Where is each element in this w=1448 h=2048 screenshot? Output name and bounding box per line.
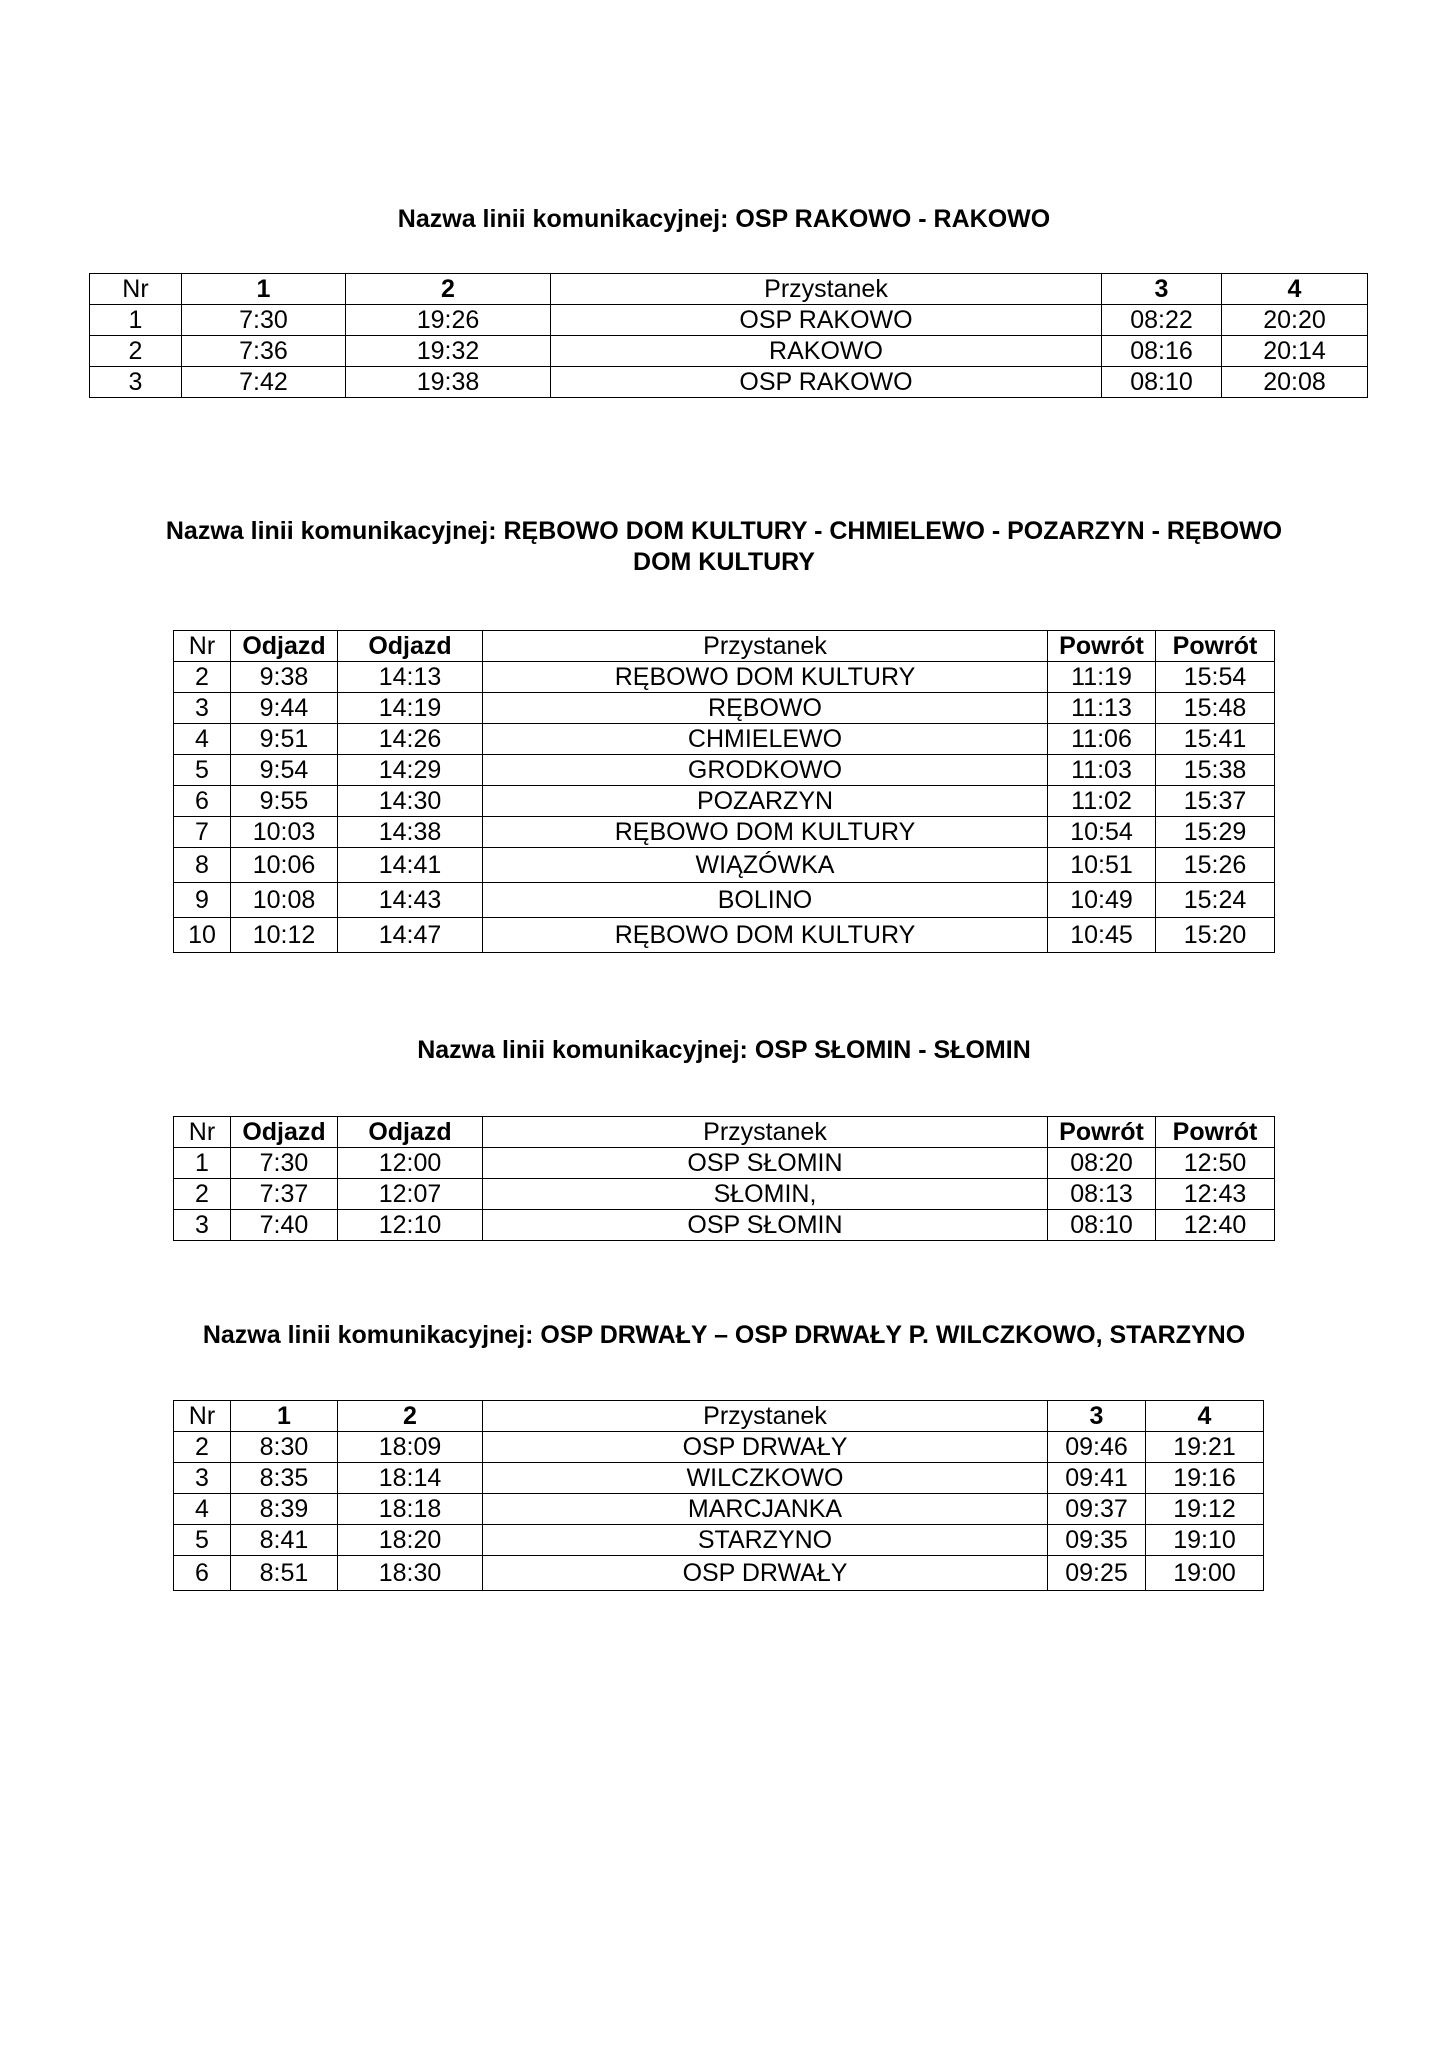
time-cell: 7:30 [182,305,346,336]
time-cell: 14:13 [338,662,483,693]
stop-name-cell: RAKOWO [551,336,1102,367]
stop-name-cell: RĘBOWO [483,693,1048,724]
time-cell: 14:19 [338,693,483,724]
time-cell: 12:43 [1156,1179,1275,1210]
stop-name-cell: STARZYNO [483,1525,1048,1556]
time-cell: 14:30 [338,786,483,817]
time-cell: 8:30 [231,1432,338,1463]
table-row [174,1463,1264,1494]
time-cell: 15:37 [1156,786,1275,817]
stop-name-cell: RĘBOWO DOM KULTURY [483,817,1048,848]
time-cell: 20:14 [1222,336,1368,367]
time-cell: 15:54 [1156,662,1275,693]
table-header-row [90,274,1368,305]
time-cell: 15:48 [1156,693,1275,724]
time-cell: 7:40 [231,1210,338,1241]
header-cell: 4 [1222,274,1368,305]
time-cell: 10:12 [231,918,338,953]
time-cell: 14:38 [338,817,483,848]
header-cell: 3 [1048,1401,1146,1432]
route-2-title-line-1: Nazwa linii komunikacyjnej: RĘBOWO DOM KULTURY - CHMIELEWO - POZARZYN - RĘBOWO [165,517,1283,545]
table-row [174,1556,1264,1591]
stop-name-cell: RĘBOWO DOM KULTURY [483,918,1048,953]
row-number-cell: 2 [174,1432,231,1463]
time-cell: 19:21 [1146,1432,1264,1463]
header-cell: 3 [1102,274,1222,305]
route-3-title: Nazwa linii komunikacyjnej: OSP SŁOMIN - SŁOMIN [417,1036,1031,1064]
time-cell: 19:32 [346,336,551,367]
time-cell: 15:29 [1156,817,1275,848]
time-cell: 18:30 [338,1556,483,1591]
time-cell: 09:46 [1048,1432,1146,1463]
time-cell: 18:14 [338,1463,483,1494]
time-cell: 19:16 [1146,1463,1264,1494]
header-cell: 1 [182,274,346,305]
time-cell: 14:26 [338,724,483,755]
stop-name-cell: RĘBOWO DOM KULTURY [483,662,1048,693]
header-cell: Nr [174,1117,231,1148]
time-cell: 20:20 [1222,305,1368,336]
table-row [90,336,1368,367]
row-number-cell: 6 [174,786,231,817]
time-cell: 9:51 [231,724,338,755]
stop-name-cell: OSP RAKOWO [551,305,1102,336]
header-cell: 4 [1146,1401,1264,1432]
time-cell: 7:42 [182,367,346,398]
time-cell: 10:51 [1048,848,1156,883]
time-cell: 15:41 [1156,724,1275,755]
table-row [174,883,1275,918]
time-cell: 8:41 [231,1525,338,1556]
row-number-cell: 5 [174,1525,231,1556]
time-cell: 15:26 [1156,848,1275,883]
table-row [174,1432,1264,1463]
header-cell: Odjazd [338,1117,483,1148]
row-number-cell: 8 [174,848,231,883]
row-number-cell: 3 [90,367,182,398]
time-cell: 19:26 [346,305,551,336]
table-row [174,786,1275,817]
time-cell: 8:39 [231,1494,338,1525]
time-cell: 10:45 [1048,918,1156,953]
time-cell: 08:22 [1102,305,1222,336]
stop-name-cell: OSP DRWAŁY [483,1432,1048,1463]
time-cell: 15:24 [1156,883,1275,918]
time-cell: 20:08 [1222,367,1368,398]
stop-name-cell: OSP RAKOWO [551,367,1102,398]
time-cell: 19:10 [1146,1525,1264,1556]
time-cell: 10:54 [1048,817,1156,848]
table-header-row [174,631,1275,662]
time-cell: 15:20 [1156,918,1275,953]
row-number-cell: 3 [174,693,231,724]
route-1-timetable [89,273,1368,398]
table-row [174,1179,1275,1210]
time-cell: 14:41 [338,848,483,883]
time-cell: 08:10 [1048,1210,1156,1241]
route-4-timetable [173,1400,1264,1591]
time-cell: 12:50 [1156,1148,1275,1179]
row-number-cell: 5 [174,755,231,786]
header-cell: Powrót [1048,1117,1156,1148]
table-row [174,1494,1264,1525]
stop-name-cell: WILCZKOWO [483,1463,1048,1494]
time-cell: 15:38 [1156,755,1275,786]
table-row [174,662,1275,693]
stop-name-cell: POZARZYN [483,786,1048,817]
table-row [90,305,1368,336]
time-cell: 8:35 [231,1463,338,1494]
stop-name-cell: GRODKOWO [483,755,1048,786]
time-cell: 18:20 [338,1525,483,1556]
stop-name-cell: SŁOMIN, [483,1179,1048,1210]
table-row [174,1525,1264,1556]
time-cell: 08:13 [1048,1179,1156,1210]
time-cell: 7:36 [182,336,346,367]
time-cell: 7:37 [231,1179,338,1210]
header-cell: Przystanek [483,1117,1048,1148]
header-cell: Nr [174,631,231,662]
header-cell: Przystanek [483,631,1048,662]
table-row [174,848,1275,883]
stop-name-cell: OSP DRWAŁY [483,1556,1048,1591]
time-cell: 11:13 [1048,693,1156,724]
time-cell: 08:20 [1048,1148,1156,1179]
row-number-cell: 4 [174,1494,231,1525]
time-cell: 11:02 [1048,786,1156,817]
time-cell: 11:03 [1048,755,1156,786]
header-cell: Powrót [1048,631,1156,662]
row-number-cell: 4 [174,724,231,755]
time-cell: 12:00 [338,1148,483,1179]
time-cell: 12:40 [1156,1210,1275,1241]
row-number-cell: 2 [174,1179,231,1210]
row-number-cell: 1 [90,305,182,336]
time-cell: 19:12 [1146,1494,1264,1525]
header-cell: Odjazd [231,631,338,662]
table-row [174,693,1275,724]
time-cell: 08:10 [1102,367,1222,398]
time-cell: 8:51 [231,1556,338,1591]
time-cell: 08:16 [1102,336,1222,367]
time-cell: 14:29 [338,755,483,786]
time-cell: 14:47 [338,918,483,953]
time-cell: 18:09 [338,1432,483,1463]
table-row [174,817,1275,848]
route-1-title: Nazwa linii komunikacyjnej: OSP RAKOWO - RAKOWO [397,205,1051,233]
table-header-row [174,1117,1275,1148]
row-number-cell: 9 [174,883,231,918]
time-cell: 09:41 [1048,1463,1146,1494]
time-cell: 9:44 [231,693,338,724]
row-number-cell: 6 [174,1556,231,1591]
time-cell: 9:55 [231,786,338,817]
stop-name-cell: OSP SŁOMIN [483,1210,1048,1241]
time-cell: 9:54 [231,755,338,786]
header-cell: 2 [346,274,551,305]
table-row [174,918,1275,953]
row-number-cell: 7 [174,817,231,848]
row-number-cell: 2 [90,336,182,367]
route-4-title: Nazwa linii komunikacyjnej: OSP DRWAŁY – OSP DRWAŁY P. WILCZKOWO, STARZYNO [202,1321,1246,1349]
row-number-cell: 1 [174,1148,231,1179]
route-2-title-line-2: DOM KULTURY [633,548,815,576]
table-row [90,367,1368,398]
header-cell: Nr [90,274,182,305]
header-cell: Powrót [1156,1117,1275,1148]
time-cell: 19:38 [346,367,551,398]
stop-name-cell: WIĄZÓWKA [483,848,1048,883]
stop-name-cell: MARCJANKA [483,1494,1048,1525]
route-3-timetable [173,1116,1275,1241]
time-cell: 12:10 [338,1210,483,1241]
row-number-cell: 3 [174,1463,231,1494]
header-cell: Odjazd [338,631,483,662]
time-cell: 7:30 [231,1148,338,1179]
time-cell: 09:25 [1048,1556,1146,1591]
row-number-cell: 2 [174,662,231,693]
table-row [174,1148,1275,1179]
time-cell: 18:18 [338,1494,483,1525]
row-number-cell: 3 [174,1210,231,1241]
time-cell: 10:08 [231,883,338,918]
stop-name-cell: CHMIELEWO [483,724,1048,755]
header-cell: Przystanek [551,274,1102,305]
header-cell: 1 [231,1401,338,1432]
table-row [174,755,1275,786]
stop-name-cell: BOLINO [483,883,1048,918]
header-cell: 2 [338,1401,483,1432]
time-cell: 9:38 [231,662,338,693]
table-header-row [174,1401,1264,1432]
time-cell: 10:49 [1048,883,1156,918]
stop-name-cell: OSP SŁOMIN [483,1148,1048,1179]
header-cell: Nr [174,1401,231,1432]
time-cell: 11:19 [1048,662,1156,693]
table-row [174,724,1275,755]
header-cell: Przystanek [483,1401,1048,1432]
table-row [174,1210,1275,1241]
time-cell: 09:35 [1048,1525,1146,1556]
time-cell: 10:03 [231,817,338,848]
route-2-timetable [173,630,1275,953]
header-cell: Powrót [1156,631,1275,662]
time-cell: 11:06 [1048,724,1156,755]
row-number-cell: 10 [174,918,231,953]
time-cell: 14:43 [338,883,483,918]
time-cell: 10:06 [231,848,338,883]
time-cell: 19:00 [1146,1556,1264,1591]
time-cell: 12:07 [338,1179,483,1210]
time-cell: 09:37 [1048,1494,1146,1525]
header-cell: Odjazd [231,1117,338,1148]
